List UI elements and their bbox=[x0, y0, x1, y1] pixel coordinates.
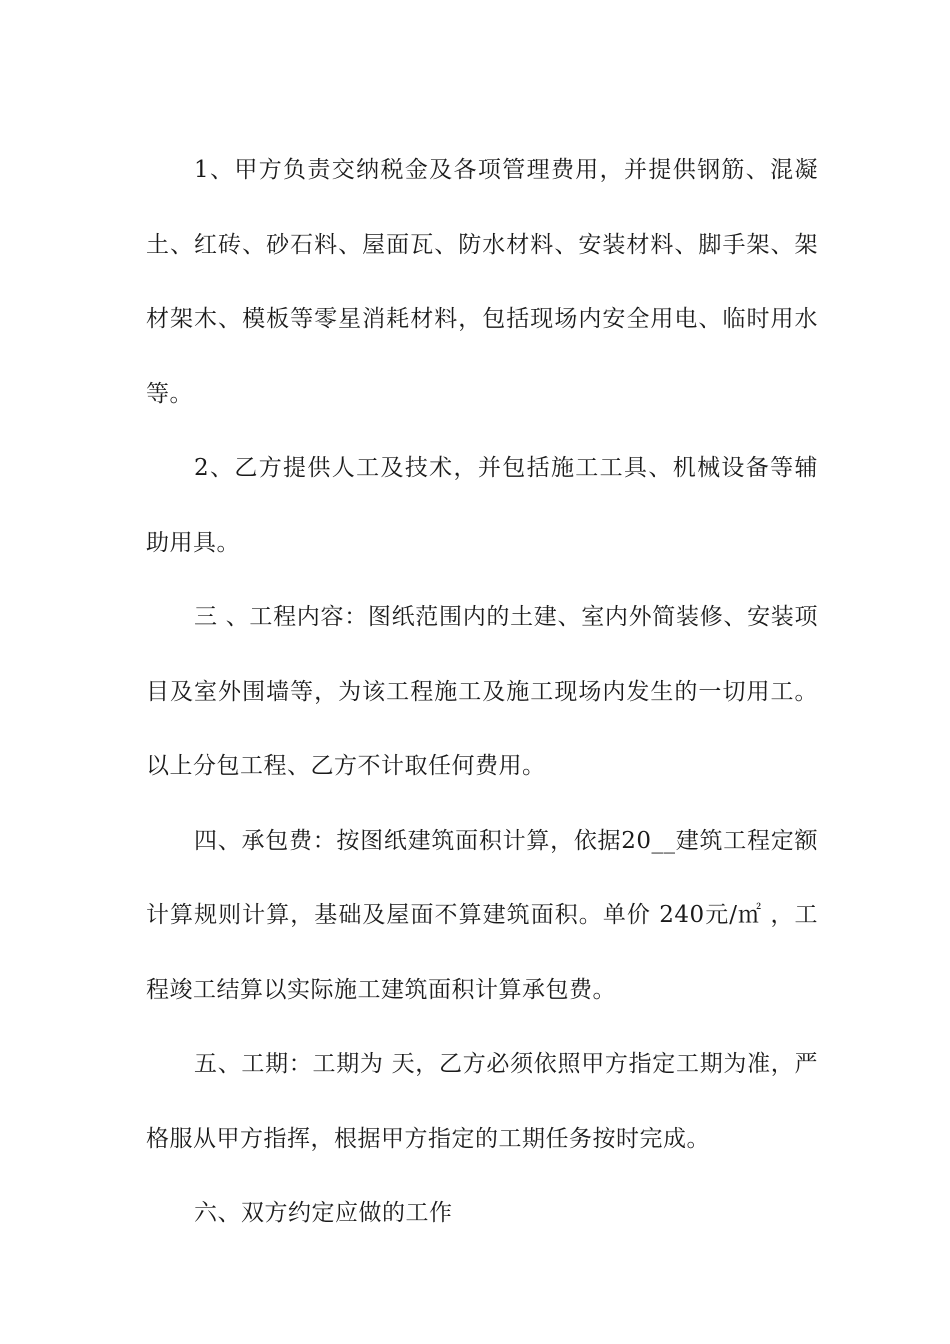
paragraph-materials: 1、甲方负责交纳税金及各项管理费用，并提供钢筋、混凝土、红砖、砂石料、屋面瓦、防水材料、安装材料、脚手架、架材架木、模板等零星消耗材料，包括现场内安全用电、临时用水等。 bbox=[146, 157, 818, 407]
document-body bbox=[146, 133, 818, 1251]
paragraph-schedule: 五、工期：工期为 天，乙方必须依照甲方指定工期为准，严格服从甲方指挥，根据甲方指定的工期任务按时完成。 bbox=[146, 1051, 818, 1152]
paragraph-fee: 四、承包费：按图纸建筑面积计算，依据20__建筑工程定额计算规则计算，基础及屋面不算建筑面积。单价 240元/㎡ ，工程竣工结算以实际施工建筑面积计算承包费。 bbox=[146, 827, 818, 1003]
paragraph-labor: 2、乙方提供人工及技术，并包括施工工具、机械设备等辅助用具。 bbox=[146, 455, 818, 556]
paragraph-scope: 三 、工程内容：图纸范围内的土建、室内外简装修、安装项目及室外围墙等，为该工程施工及施工现场内发生的一切用工。以上分包工程、乙方不计取任何费用。 bbox=[146, 604, 818, 779]
paragraph-obligations-heading: 六、双方约定应做的工作 bbox=[194, 1200, 453, 1226]
